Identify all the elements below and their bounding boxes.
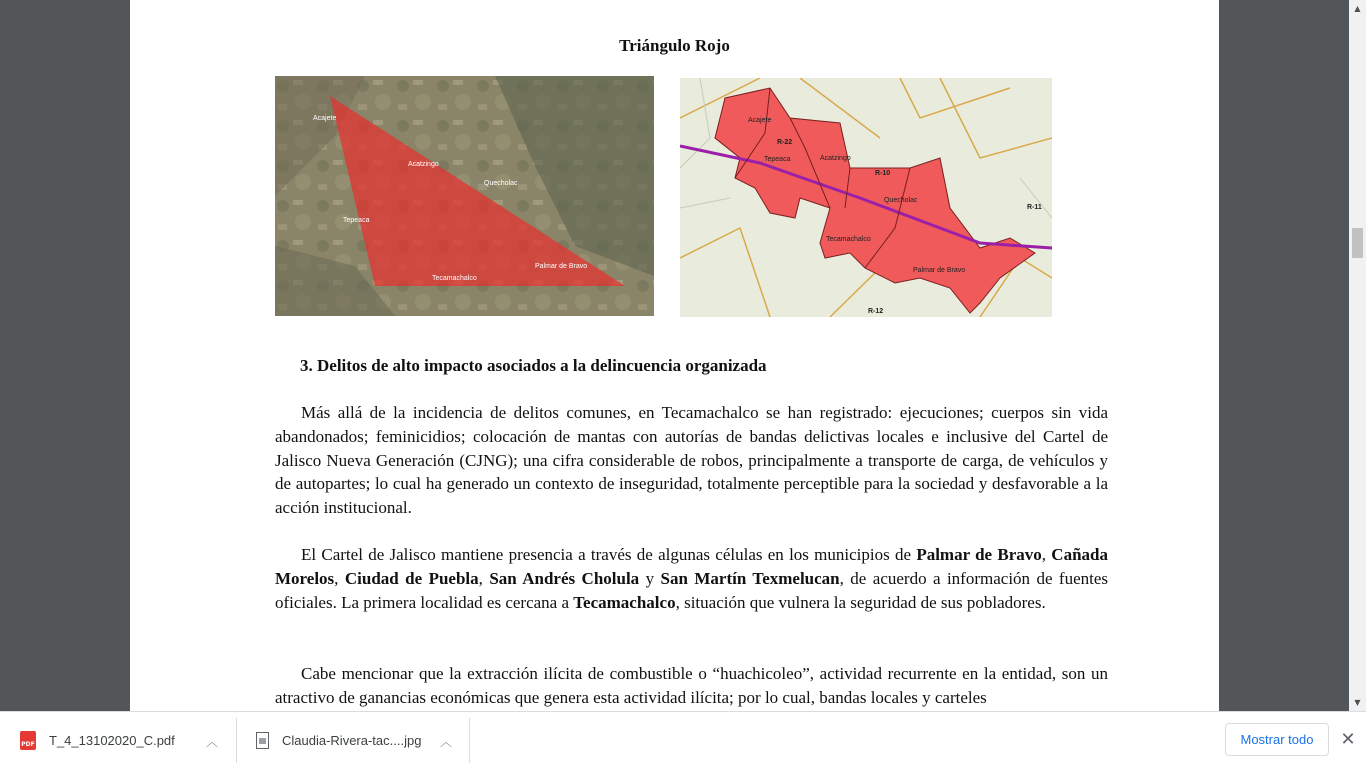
map-label-quecholac: Quecholac [884, 197, 918, 204]
satellite-map-image [275, 76, 654, 316]
map-label-tecamachalco: Tecamachalco [826, 236, 871, 243]
sat-label-palmar: Palmar de Bravo [535, 263, 588, 270]
vertical-scrollbar[interactable] [1349, 0, 1366, 711]
chevron-up-icon[interactable]: ︿ [206, 735, 219, 749]
paragraph-1: Más allá de la incidencia de delitos comunes, en Tecamachalco se han registrado: ejecuciones; cuerpos sin vida abandonados; feminicidios; colocación de mantas con autorías de bandas delictivas locales e inclusive del Cartel de Jalisco Nueva Generación (CJNG); una cifra considerable de robos, principalmente a transporte de carga, de vehículos y de autopartes; lo cual ha generado un contexto de inseguridad, totalmente perceptible para la sociedad y desfavorable a la acción institucional. [275, 403, 1108, 518]
chevron-up-icon[interactable]: ︿ [440, 735, 453, 749]
map-label-r22: R-22 [777, 139, 793, 146]
cut-off-line [275, 0, 1075, 2]
scroll-up-arrow-icon[interactable]: ▲ [1354, 4, 1361, 13]
map-label-acatzingo: Acatzingo [820, 155, 851, 162]
sat-label-acajete: Acajete [313, 115, 337, 122]
image-file-icon [256, 732, 269, 749]
map-label-palmar: Palmar de Bravo [913, 267, 966, 274]
map-label-r12: R-12 [868, 308, 884, 315]
paragraph-3: Cabe mencionar que la extracción ilícita de combustible o “huachicoleo”, actividad recurrente en la entidad, son un atractivo de ganancias económicas que genera esta actividad ilícita; por lo cual, bandas locales y carteles [275, 664, 1108, 707]
close-icon[interactable]: ✕ [1340, 729, 1356, 750]
download-bar [0, 711, 1366, 769]
sat-label-acatzingo: Acatzingo [408, 161, 439, 168]
sat-label-tecamachalco: Tecamachalco [432, 275, 477, 282]
scroll-thumb[interactable] [1352, 228, 1363, 258]
download-filename: Claudia-Rivera-tac....jpg [282, 733, 422, 748]
download-filename: T_4_13102020_C.pdf [49, 733, 175, 748]
map-label-acajete: Acajete [748, 117, 772, 124]
map-label-tepeaca: Tepeaca [764, 156, 791, 163]
sat-label-tepeaca: Tepeaca [343, 217, 370, 224]
section-heading: 3. Delitos de alto impacto asociados a la delincuencia organizada [300, 356, 767, 375]
figure-caption: Triángulo Rojo [619, 36, 730, 55]
divider [469, 718, 470, 763]
download-item-jpg[interactable] [256, 712, 421, 769]
map-label-r11: R-11 [1027, 204, 1042, 211]
show-all-button[interactable]: Mostrar todo [1225, 723, 1329, 756]
divider [236, 718, 237, 763]
paragraph-2: El Cartel de Jalisco mantiene presencia a través de algunas células en los municipios de Palmar de Bravo, Cañada Morelos, Ciudad de Puebla, San Andrés Cholula y San Martín Texmelucan, de acuerdo a información de fuentes oficiales. La primera localidad es cercana a Tecamachalco, situación que vulnera la seguridad de sus pobladores. [275, 545, 1109, 612]
municipal-map-image [680, 78, 1052, 317]
scroll-down-arrow-icon[interactable]: ▼ [1354, 698, 1361, 707]
pdf-file-icon: PDF [20, 731, 36, 750]
download-item-pdf[interactable] [20, 712, 175, 769]
pdf-page [130, 0, 1219, 711]
sat-label-quecholac: Quecholac [484, 180, 518, 187]
map-label-r10: R-10 [875, 170, 891, 177]
